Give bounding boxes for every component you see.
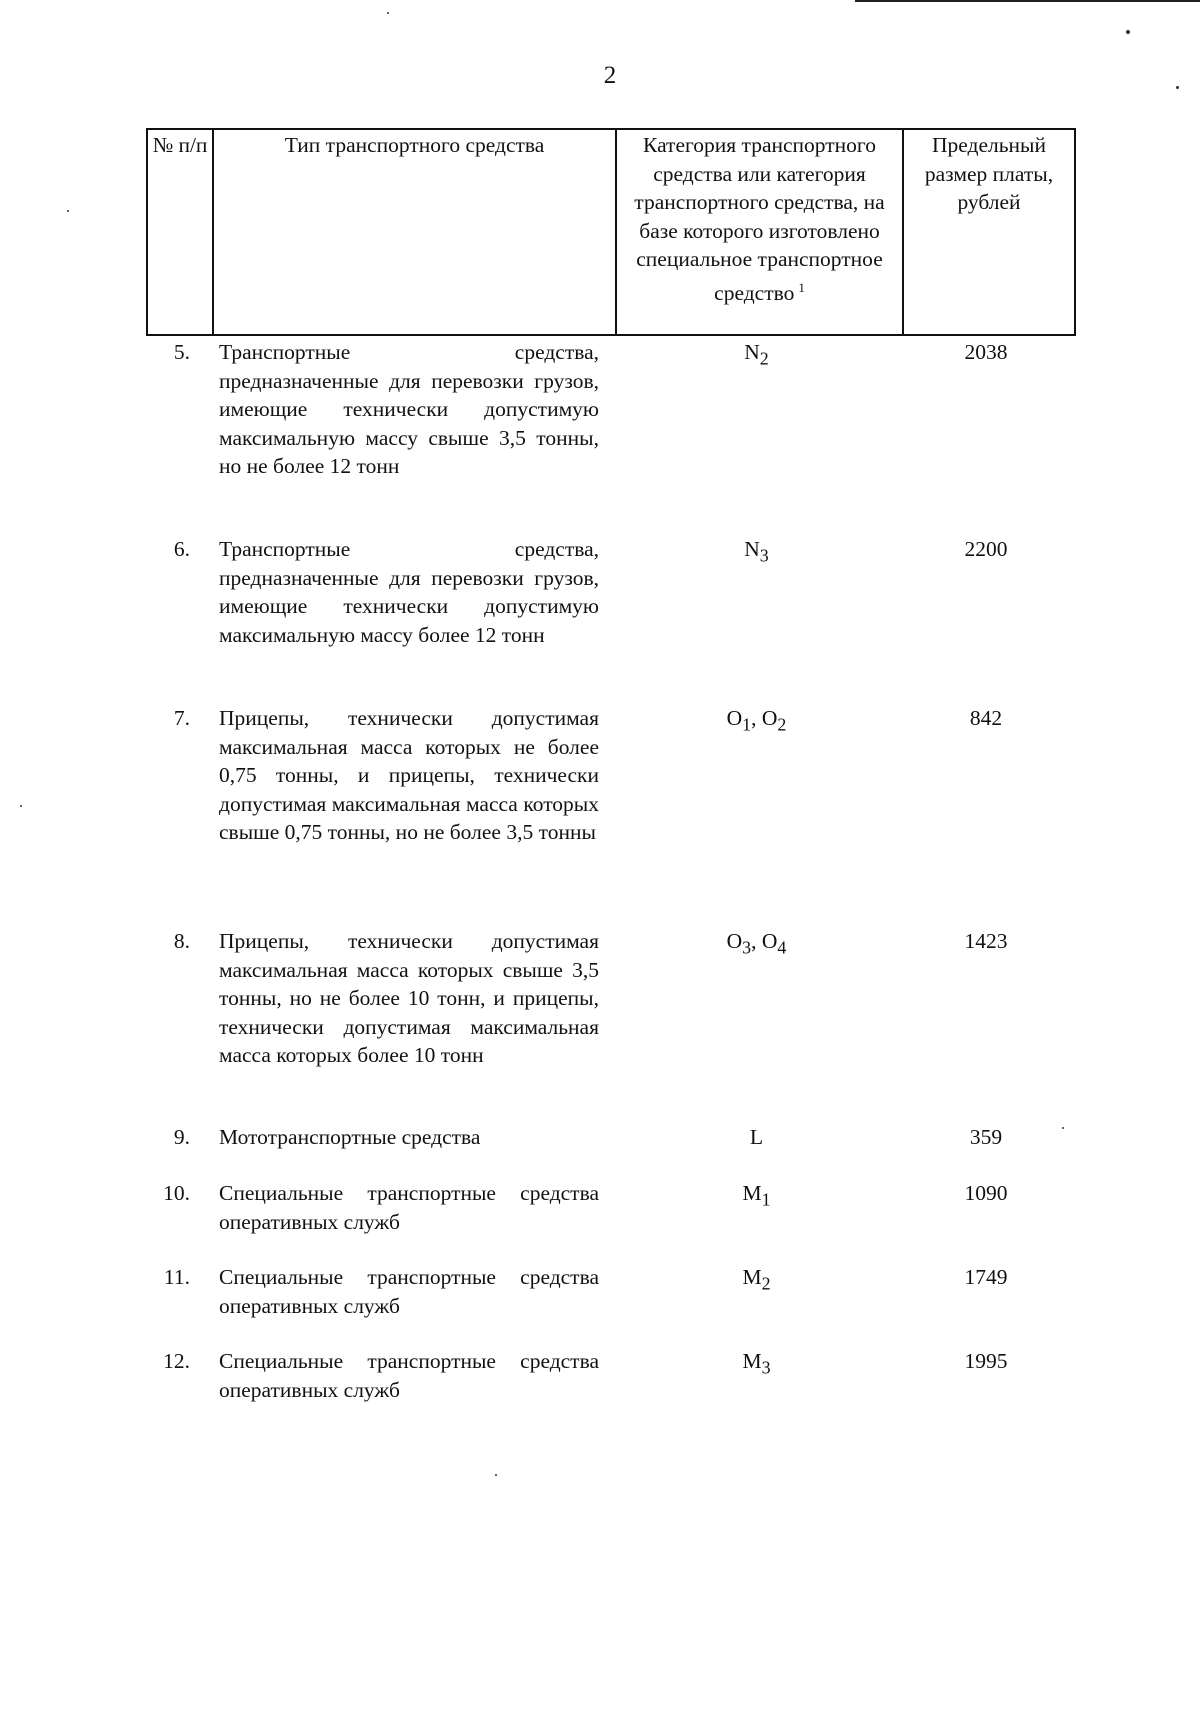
row-category: $O_3$, $O_4$ — [726, 929, 787, 958]
header-price: Предельный размер платы, рублей — [902, 130, 1074, 334]
row-description: Специальные транспортные средства оперативных служб — [219, 1181, 599, 1234]
row-number: 6. — [173, 537, 190, 561]
row-number: 7. — [173, 706, 190, 730]
row-description: Прицепы, технически допустимая максимальная масса которых свыше 3,5 тонны, но не более 10 тонн, и прицепы, технически допустимая максимальная масса которых более 10 тонн — [219, 929, 599, 1067]
row-number: 9. — [173, 1125, 190, 1149]
row-price: 1423 — [964, 929, 1008, 953]
row-price: 2038 — [964, 340, 1008, 364]
header-vehicle-type: Тип транспортного средства — [212, 130, 615, 334]
scan-speck — [495, 1474, 497, 1476]
row-number: 12. — [163, 1349, 190, 1373]
row-price: 359 — [969, 1125, 1003, 1149]
row-price: 1749 — [964, 1265, 1008, 1289]
row-price: 1090 — [964, 1181, 1008, 1205]
row-number: 8. — [173, 929, 190, 953]
row-number: 11. — [163, 1265, 190, 1289]
header-category-text: Категория транспортного средства или категория транспортного средства, на базе которого изготовлено специальное транспортное средство — [634, 133, 885, 305]
top-edge-rule — [855, 0, 1200, 2]
row-description: Транспортные средства, предназначенные для перевозки грузов, имеющие технически допустимую максимальную массу свыше 3,5 тонны, но не более 12 тонн — [219, 340, 599, 478]
row-description: Специальные транспортные средства оперативных служб — [219, 1349, 599, 1402]
row-category: $N_2$ — [744, 340, 769, 369]
scan-speck — [67, 210, 69, 212]
row-price: 1995 — [964, 1349, 1008, 1373]
row-category: $O_1$, $O_2$ — [726, 706, 787, 735]
row-price: 2200 — [964, 537, 1008, 561]
scan-speck — [20, 805, 22, 807]
row-number: 5. — [173, 340, 190, 364]
row-category: $M_3$ — [742, 1349, 771, 1378]
row-category: L — [749, 1125, 764, 1149]
scan-speck — [387, 12, 389, 14]
row-description: Специальные транспортные средства оперативных служб — [219, 1265, 599, 1318]
scan-speck — [1126, 30, 1130, 34]
row-price: 842 — [969, 706, 1003, 730]
row-description: Транспортные средства, предназначенные для перевозки грузов, имеющие технически допустимую максимальную массу более 12 тонн — [219, 537, 599, 647]
header-category — [615, 130, 902, 334]
row-description: Мототранспортные средства — [219, 1125, 481, 1149]
row-category: $M_1$ — [742, 1181, 771, 1210]
row-number: 10. — [163, 1181, 190, 1205]
page-number: 2 — [603, 62, 617, 89]
footnote-marker: 1 — [798, 279, 805, 295]
row-category: $N_3$ — [744, 537, 769, 566]
row-category: $M_2$ — [742, 1265, 771, 1294]
row-description: Прицепы, технически допустимая максимальная масса которых не более 0,75 тонны, и прицепы, технически допустимая максимальная масса которых свыше 0,75 тонны, но не более 3,5 тонны — [219, 706, 599, 844]
table-header — [146, 128, 1076, 336]
header-number: № п/п — [152, 133, 208, 157]
